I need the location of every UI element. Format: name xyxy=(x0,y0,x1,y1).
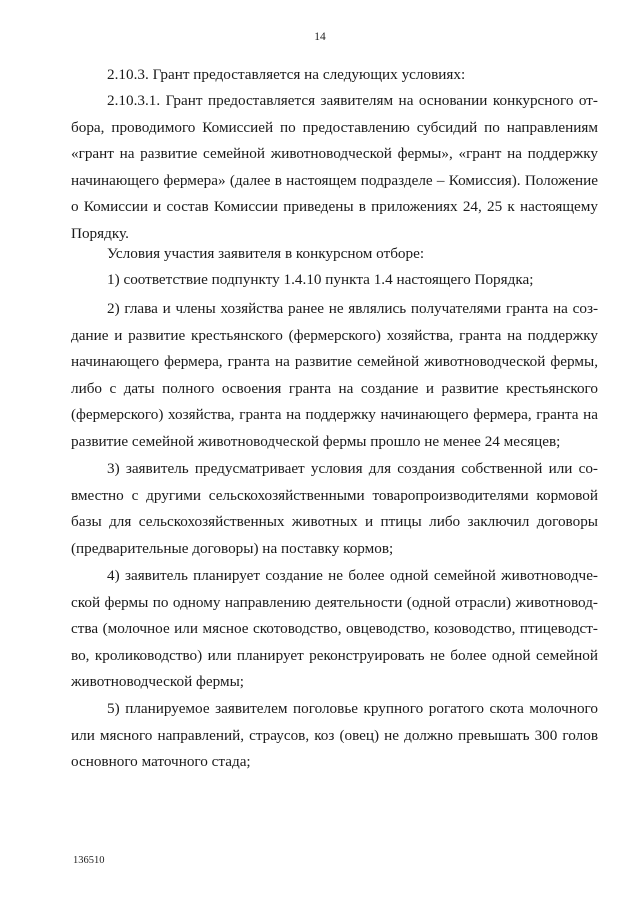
text-line: 1) соответствие подпункту 1.4.10 пункта 1.4 настоящего Порядка; xyxy=(107,271,534,288)
text-line: начинающего фермера, гранта на развитие семейной животноводческой фермы, xyxy=(71,353,598,370)
text-line: 3) заявитель предусматривает условия для создания собственной или со- xyxy=(107,460,598,477)
paragraph-2-10-3-1 xyxy=(71,88,598,247)
text-line: Условия участия заявителя в конкурсном отборе: xyxy=(107,245,425,262)
text-line: «грант на развитие семейной животноводческой фермы», «грант на поддержку xyxy=(71,145,598,162)
paragraph-item-4 xyxy=(71,563,598,696)
text-line: о Комиссии и состав Комиссии приведены в приложениях 24, 25 к настоящему xyxy=(71,198,598,215)
document-code: 136510 xyxy=(73,855,105,866)
text-line: во, кролиководство) или планирует реконструировать не более одной семейной xyxy=(71,646,598,664)
paragraph-2-10-3 xyxy=(71,62,598,89)
text-line: основного маточного стада; xyxy=(71,753,251,770)
text-line: либо с даты полного освоения гранта на создание и развитие крестьянского xyxy=(71,379,598,397)
paragraph-conditions xyxy=(71,241,598,268)
text-line: начинающего фермера» (далее в настоящем подразделе – Комиссия). Положение xyxy=(71,171,598,189)
paragraph-item-2 xyxy=(71,296,598,455)
text-line: бора, проводимого Комиссией по предоставлению субсидий по направлениям xyxy=(71,118,598,136)
text-line: Порядку. xyxy=(71,224,129,242)
paragraph-item-5 xyxy=(71,696,598,776)
text-line: ства (молочное или мясное скотоводство, овцеводство, козоводство, птицеводст- xyxy=(71,620,598,637)
text-line: развитие семейной животноводческой фермы прошло не менее 24 месяцев; xyxy=(71,432,561,450)
text-line: (предварительные договоры) на поставку кормов; xyxy=(71,539,394,557)
text-line: базы для сельскохозяйственных животных и птицы либо заключил договоры xyxy=(71,513,598,530)
paragraph-item-1 xyxy=(71,267,598,294)
text-line: или мясного направлений, страусов, коз (овец) не должно превышать 300 голов xyxy=(71,726,598,744)
text-line: 2.10.3.1. Грант предоставляется заявителям на основании конкурсного от- xyxy=(107,92,598,109)
text-line: вместно с другими сельскохозяйственными товаропроизводителями кормовой xyxy=(71,486,598,504)
text-line: 4) заявитель планирует создание не более одной семейной животноводче- xyxy=(107,567,598,584)
page-number: 14 xyxy=(314,31,326,43)
paragraph-item-3 xyxy=(71,456,598,562)
text-line: животноводческой фермы; xyxy=(71,673,244,690)
text-line: 5) планируемое заявителем поголовье крупного рогатого скота молочного xyxy=(107,700,598,717)
text-line: 2.10.3. Грант предоставляется на следующих условиях: xyxy=(107,66,466,83)
text-line: ской фермы по одному направлению деятельности (одной отрасли) животновод- xyxy=(71,593,598,611)
text-line: дание и развитие крестьянского (фермерского) хозяйства, гранта на поддержку xyxy=(71,326,598,344)
text-line: (фермерского) хозяйства, гранта на поддержку начинающего фермера, гранта на xyxy=(71,406,598,423)
text-line: 2) глава и члены хозяйства ранее не являлись получателями гранта на соз- xyxy=(107,300,598,317)
